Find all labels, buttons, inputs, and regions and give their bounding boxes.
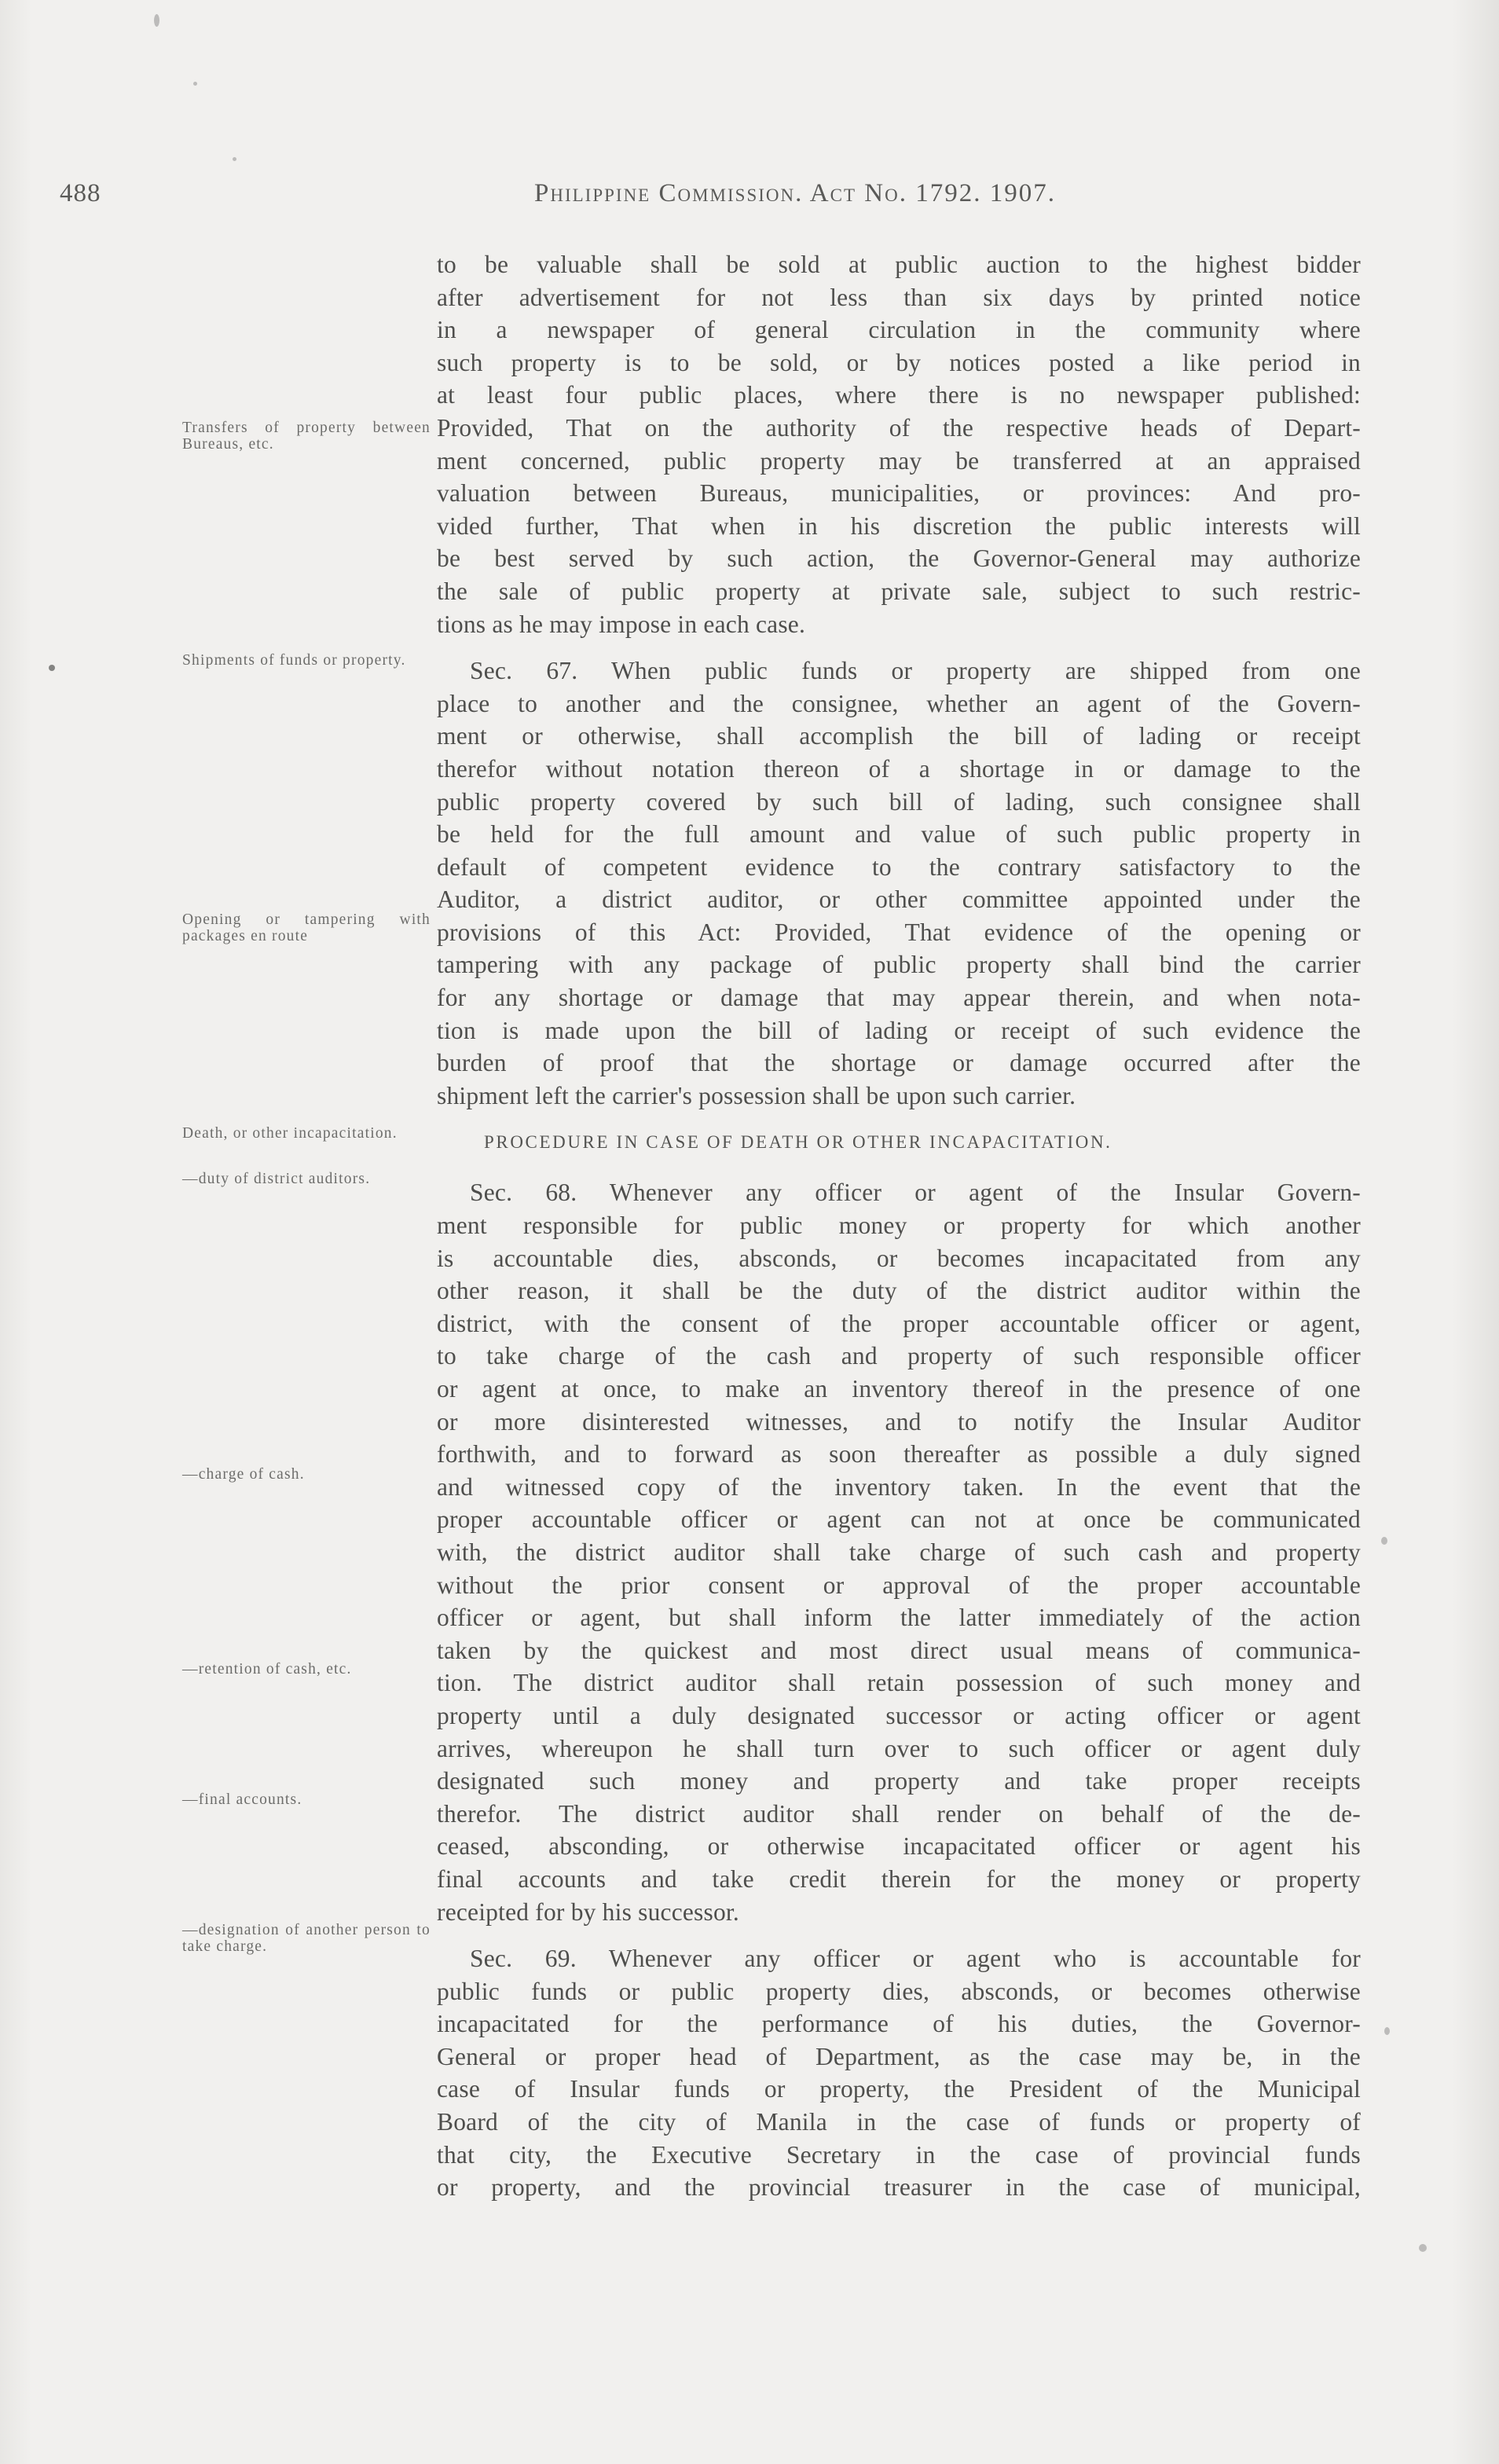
text-line: receipted for by his successor.: [437, 1898, 739, 1926]
text-line: place to another and the consignee, whether an agent of the Govern-: [437, 689, 1361, 717]
text-line: public funds or public property dies, absconds, or becomes otherwise: [437, 1977, 1361, 2005]
main-text-column: [437, 248, 1361, 2204]
scan-speck: [193, 82, 197, 86]
text-line: tions as he may impose in each case.: [437, 610, 806, 638]
paragraph-auction-and-transfers: [437, 248, 1361, 640]
scan-speck: [233, 157, 236, 161]
text-line: and witnessed copy of the inventory taken. In the event that the: [437, 1472, 1361, 1501]
text-line: therefor. The district auditor shall render on behalf of the de-: [437, 1799, 1361, 1828]
text-line: Sec. 67. When public funds or property are shipped from one: [470, 657, 1361, 685]
text-line: to be valuable shall be sold at public auction to the highest bidder: [437, 251, 1361, 278]
text-line: is accountable dies, absconds, or becomes incapacitated from any: [437, 1244, 1361, 1272]
paragraph-sec-68: [437, 1176, 1361, 1928]
text-line: Provided, That on the authority of the respective heads of Depart-: [437, 413, 1361, 442]
page-edge-shading-left: [0, 0, 31, 2464]
text-line: provisions of this Act: Provided, That evidence of the opening or: [437, 918, 1361, 946]
sidenote-charge-of-cash: —charge of cash.: [182, 1466, 305, 1483]
scan-speck: [1381, 1537, 1387, 1545]
scan-speck: [49, 665, 55, 671]
running-title: Philippine Commission. Act No. 1792. 1907.: [534, 179, 1056, 207]
section-heading: PROCEDURE IN CASE OF DEATH OR OTHER INCAPACITATION.: [484, 1132, 1112, 1153]
text-line: ment concerned, public property may be transferred at an appraised: [437, 446, 1361, 475]
text-line: therefor without notation thereon of a shortage in or damage to the: [437, 754, 1361, 783]
sidenote-transfers-of-property: Transfers of property between Bureaus, etc.: [182, 420, 431, 453]
scan-speck: [1419, 2244, 1427, 2252]
sidenote-retention-of-cash: —retention of cash, etc.: [182, 1661, 352, 1678]
text-line: be held for the full amount and value of such public property in: [437, 820, 1361, 849]
text-line: that city, the Executive Secretary in the case of provincial funds: [437, 2140, 1361, 2169]
running-header: [60, 179, 1285, 226]
text-line: Auditor, a district auditor, or other committee appointed under the: [437, 886, 1361, 914]
text-line: incapacitated for the performance of his duties, the Governor-: [437, 2010, 1361, 2038]
text-line: officer or agent, but shall inform the latter immediately of the action: [437, 1604, 1361, 1632]
sidenote-designation-of-another-person: —designation of another person to take charge.: [182, 1922, 431, 1955]
sidenote-duty-of-district-auditors: —duty of district auditors.: [182, 1171, 371, 1187]
paragraph-sec-69: [437, 1942, 1361, 2204]
scan-speck: [1384, 2027, 1390, 2035]
text-line: Sec. 69. Whenever any officer or agent who is accountable for: [470, 1945, 1361, 1973]
text-line: designated such money and property and take proper receipts: [437, 1767, 1361, 1795]
text-line: ment or otherwise, shall accomplish the bill of lading or receipt: [437, 722, 1361, 750]
text-line: default of competent evidence to the contrary satisfactory to the: [437, 852, 1361, 881]
text-line: forthwith, and to forward as soon thereafter as possible a duly signed: [437, 1440, 1361, 1468]
sidenote-death-incapacitation: Death, or other incapacitation.: [182, 1125, 398, 1142]
text-line: district, with the consent of the proper accountable officer or agent,: [437, 1309, 1361, 1337]
text-line: at least four public places, where there is no newspaper published:: [437, 381, 1361, 409]
text-line: the sale of public property at private sale, subject to such restric-: [437, 577, 1361, 605]
text-line: ceased, absconding, or otherwise incapacitated officer or agent his: [437, 1832, 1361, 1861]
text-line: other reason, it shall be the duty of the district auditor within the: [437, 1277, 1361, 1305]
sidenote-shipments-of-funds: Shipments of funds or property.: [182, 652, 406, 669]
page-edge-shading-right: [1452, 0, 1499, 2464]
text-line: proper accountable officer or agent can not at once be communicated: [437, 1505, 1361, 1534]
text-line: tion is made upon the bill of lading or receipt of such evidence the: [437, 1016, 1361, 1044]
text-line: public property covered by such bill of lading, such consignee shall: [437, 787, 1361, 816]
sidenote-opening-packages: Opening or tampering with packages en route: [182, 911, 431, 944]
text-line: be best served by such action, the Governor-General may authorize: [437, 544, 1361, 573]
text-line: tampering with any package of public property shall bind the carrier: [437, 951, 1361, 979]
text-line: shipment left the carrier's possession shall be upon such carrier.: [437, 1081, 1076, 1109]
paragraph-sec-67: [437, 654, 1361, 1112]
text-line: ment responsible for public money or property for which another: [437, 1212, 1361, 1240]
sidenote-final-accounts: —final accounts.: [182, 1791, 302, 1808]
text-line: valuation between Bureaus, municipalities, or provinces: And pro-: [437, 479, 1361, 508]
text-line: property until a duly designated successor or acting officer or agent: [437, 1701, 1361, 1729]
text-line: final accounts and take credit therein for the money or property: [437, 1864, 1361, 1893]
scan-speck: [154, 14, 159, 27]
text-line: or property, and the provincial treasurer in the case of municipal,: [437, 2173, 1361, 2202]
text-line: burden of proof that the shortage or damage occurred after the: [437, 1049, 1361, 1077]
text-line: in a newspaper of general circulation in the community where: [437, 316, 1361, 344]
text-line: vided further, That when in his discretion the public interests will: [437, 512, 1361, 540]
text-line: to take charge of the cash and property of such responsible officer: [437, 1342, 1361, 1370]
text-line: after advertisement for not less than six days by printed notice: [437, 283, 1361, 311]
page-number: 488: [60, 179, 101, 207]
text-line: with, the district auditor shall take charge of such cash and property: [437, 1538, 1361, 1566]
text-line: Sec. 68. Whenever any officer or agent of the Insular Govern-: [470, 1179, 1361, 1207]
text-line: or more disinterested witnesses, and to notify the Insular Auditor: [437, 1407, 1361, 1436]
text-line: for any shortage or damage that may appear therein, and when nota-: [437, 984, 1361, 1012]
text-line: tion. The district auditor shall retain possession of such money and: [437, 1669, 1361, 1697]
text-line: arrives, whereupon he shall turn over to such officer or agent duly: [437, 1734, 1361, 1762]
text-line: General or proper head of Department, as the case may be, in the: [437, 2042, 1361, 2070]
text-line: or agent at once, to make an inventory thereof in the presence of one: [437, 1375, 1361, 1402]
text-line: taken by the quickest and most direct usual means of communica-: [437, 1636, 1361, 1664]
text-line: case of Insular funds or property, the President of the Municipal: [437, 2075, 1361, 2103]
text-line: such property is to be sold, or by notices posted a like period in: [437, 348, 1361, 376]
text-line: Board of the city of Manila in the case of funds or property of: [437, 2108, 1361, 2136]
text-line: without the prior consent or approval of the proper accountable: [437, 1571, 1361, 1599]
